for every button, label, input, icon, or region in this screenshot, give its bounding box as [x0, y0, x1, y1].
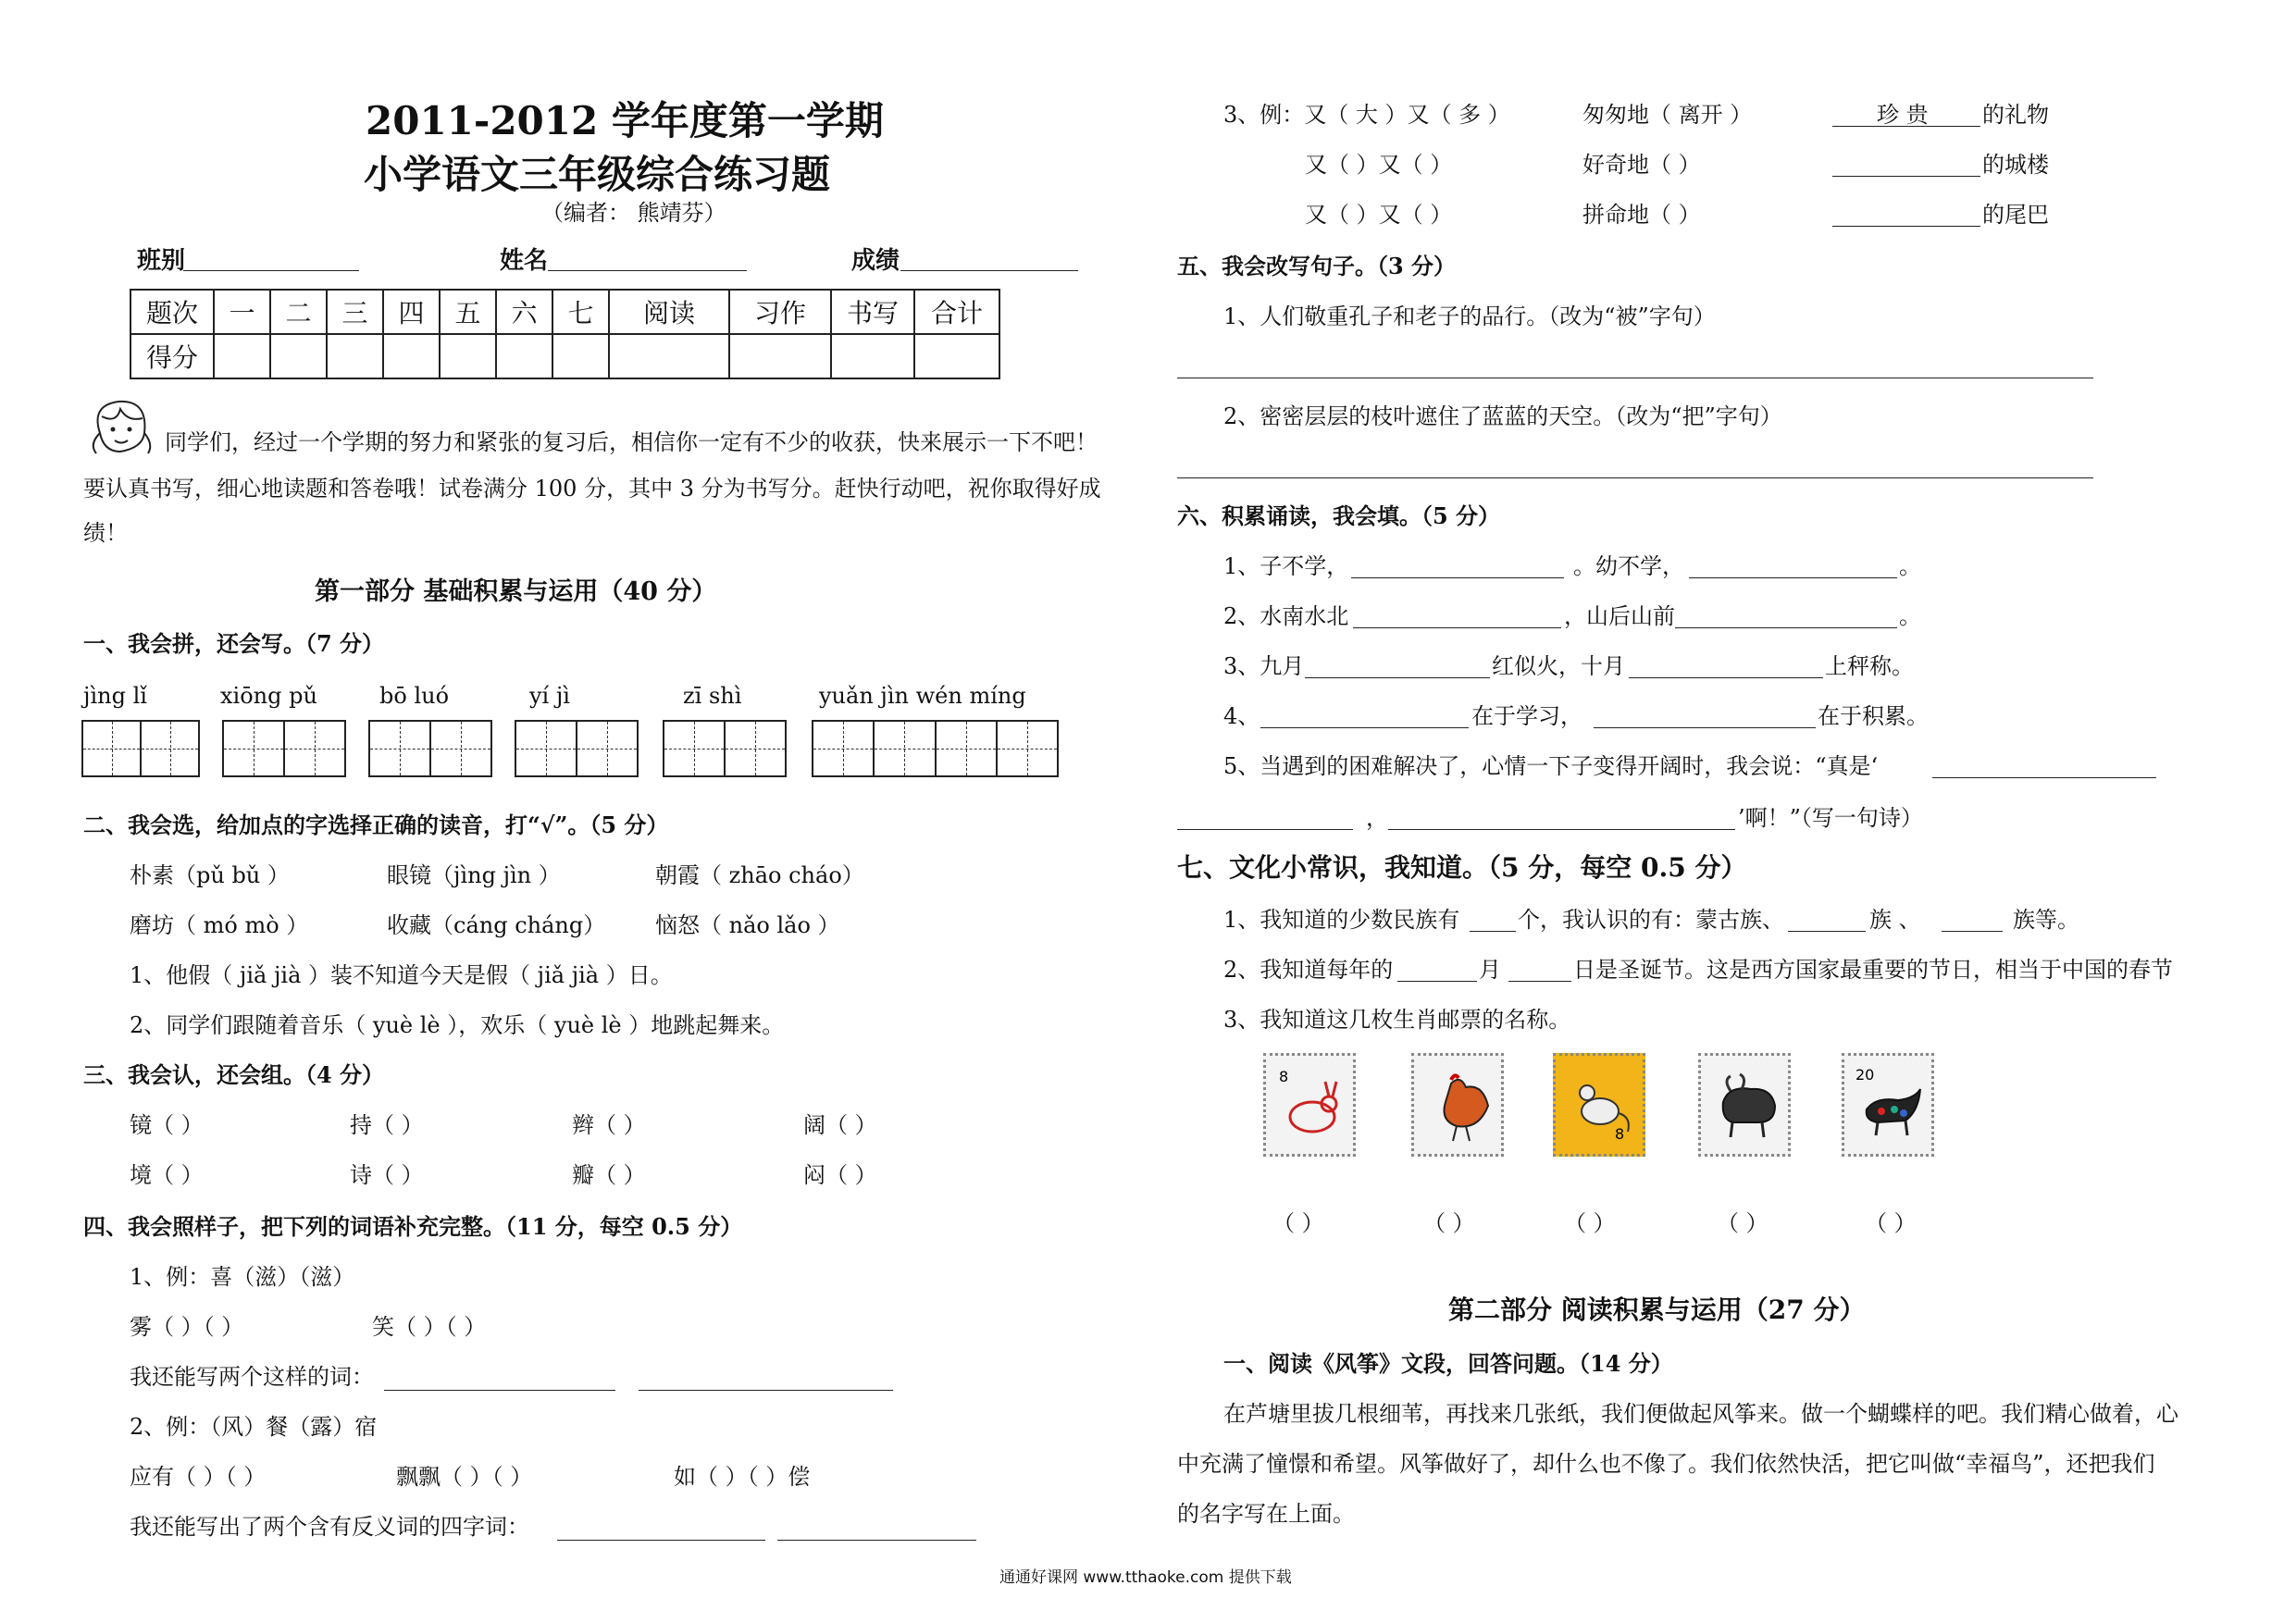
q3-item: 闷（ ） — [803, 1162, 877, 1188]
q6-text: 5、当遇到的困难解决了，心情一下子变得开阔时，我会说：“真是‘ — [1223, 753, 1879, 779]
q3-item: 诗（ ） — [350, 1162, 424, 1188]
score-header: 六 — [496, 290, 552, 334]
q5-heading: 五、我会改写句子。（3 分） — [1177, 253, 1457, 279]
pinyin-2: xiōng pǔ — [220, 683, 317, 709]
q4-3-item: 拼命地（ ） — [1582, 202, 1701, 228]
q6-text: 4、 — [1223, 703, 1260, 729]
score-header: 七 — [552, 290, 609, 334]
stamp-answer[interactable]: （ ） — [1564, 1210, 1616, 1236]
answer-line[interactable] — [1388, 829, 1735, 830]
score-cell[interactable] — [327, 334, 383, 378]
intro-line-3: 绩！ — [83, 520, 128, 546]
q4-more-1: 我还能写两个这样的词： — [130, 1364, 374, 1390]
stamp-answer[interactable]: （ ） — [1423, 1210, 1475, 1236]
score-cell[interactable] — [496, 334, 552, 378]
q4-more-2: 我还能写出了两个含有反义词的四字词： — [130, 1514, 529, 1540]
q4-example-1: 1、例：喜（滋）（滋） — [130, 1264, 355, 1290]
stamp-answer[interactable]: （ ） — [1717, 1210, 1769, 1236]
intro-line-1: 同学们，经过一个学期的努力和紧张的复习后，相信你一定有不少的收获，快来展示一下不吧！ — [165, 429, 1098, 455]
q4-3-item: 匆匆地（ 离开 ） — [1582, 102, 1753, 128]
q4-3-suffix: 的礼物 — [1982, 102, 2049, 128]
rooster-icon — [1423, 1065, 1497, 1146]
answer-line[interactable] — [1305, 677, 1490, 678]
q7-text: 1、我知道的少数民族有 — [1223, 907, 1460, 933]
q3-item: 境（ ） — [130, 1162, 204, 1188]
answer-line[interactable] — [1177, 829, 1353, 830]
q2-item: 收藏（cáng cháng） — [387, 912, 606, 938]
q7-text: 月 — [1479, 957, 1501, 983]
q2-heading: 二、我会选，给加点的字选择正确的读音，打“√”。（5 分） — [83, 812, 669, 838]
writing-grid[interactable] — [663, 720, 787, 777]
q6-heading: 六、积累诵读，我会填。（5 分） — [1177, 502, 1501, 529]
score-header: 阅读 — [609, 290, 729, 334]
pinyin-5: zī shì — [683, 683, 742, 709]
q6-text: ，山后山前 — [1564, 603, 1675, 629]
ox-stamp — [1698, 1053, 1791, 1157]
q2-item: 眼镜（jìng jìn ） — [387, 862, 561, 888]
q6-text: 在于学习， — [1471, 703, 1582, 729]
footer-note: 通通好课网 www.tthaoke.com 提供下载 — [999, 1568, 1292, 1587]
q6-text: 红似火，十月 — [1492, 653, 1625, 679]
answer-line[interactable] — [639, 1390, 893, 1391]
answer-line[interactable] — [1470, 931, 1516, 932]
reading-paragraph: 中充满了憧憬和希望。风筝做好了，却什么也不像了。我们依然快活，把它叫做“幸福鸟”，还把我们 — [1177, 1451, 2155, 1477]
stamp-answer[interactable]: （ ） — [1272, 1210, 1324, 1236]
mouse-stamp — [1553, 1053, 1645, 1157]
score-cell[interactable] — [440, 334, 496, 378]
score-cell[interactable] — [383, 334, 440, 378]
q3-heading: 三、我会认，还会组。（4 分） — [83, 1061, 385, 1088]
answer-line[interactable] — [1932, 777, 2156, 778]
q5-sentence-1: 1、人们敬重孔子和老子的品行。（改为“被”字句） — [1223, 304, 1716, 329]
answer-line[interactable] — [1788, 931, 1866, 932]
score-header: 习作 — [729, 290, 831, 334]
q4-3-item: 3、例：又（ 大 ）又（ 多 ） — [1223, 102, 1510, 128]
score-field[interactable] — [900, 270, 1078, 271]
answer-line[interactable] — [1629, 677, 1823, 678]
score-header: 一 — [214, 290, 270, 334]
score-cell[interactable] — [609, 334, 729, 378]
q3-item: 镜（ ） — [130, 1112, 204, 1138]
score-header: 五 — [440, 290, 496, 334]
answer-line[interactable] — [384, 1390, 615, 1391]
score-cell[interactable] — [270, 334, 327, 378]
score-cell[interactable] — [831, 334, 914, 378]
q6-text: 1、子不学， — [1223, 553, 1349, 579]
title-line-2: 小学语文三年级综合练习题 — [364, 152, 831, 197]
q7-text: 族 、 — [1869, 907, 1921, 933]
score-cell[interactable] — [552, 334, 609, 378]
q6-text: 2、水南水北 — [1223, 603, 1349, 629]
pinyin-1: jìng lǐ — [83, 683, 147, 709]
writing-grid[interactable] — [515, 720, 639, 777]
stamp-value: 8 — [1279, 1068, 1289, 1085]
class-field[interactable] — [183, 270, 359, 271]
answer-line[interactable] — [1397, 981, 1477, 982]
answer-line[interactable] — [1689, 577, 1897, 578]
answer-line[interactable] — [1832, 126, 1980, 127]
q4-3-item: 又（ ）又（ ） — [1305, 202, 1453, 228]
score-header: 四 — [383, 290, 440, 334]
pinyin-3: bō luó — [379, 683, 450, 709]
q6-text: 上秤称。 — [1825, 653, 1914, 679]
q2-item: 磨坊（ mó mò ） — [130, 912, 309, 938]
stamp-value: 8 — [1615, 1125, 1625, 1143]
q3-item: 持（ ） — [350, 1112, 424, 1138]
score-header: 书写 — [831, 290, 914, 334]
q5-sentence-2: 2、密密层层的枝叶遮住了蓝蓝的天空。（改为“把”字句） — [1223, 403, 1782, 429]
q4-example-2: 2、例：（风）餐（露）宿 — [130, 1414, 378, 1440]
writing-grid[interactable] — [368, 720, 492, 777]
score-header: 三 — [327, 290, 383, 334]
q3-item: 阔（ ） — [803, 1112, 877, 1138]
q2-sentence-2: 2、同学们跟随着音乐（ yuè lè ），欢乐（ yuè lè ）地跳起舞来。 — [130, 1012, 785, 1038]
score-header: 二 — [270, 290, 327, 334]
q7-text: 2、我知道每年的 — [1223, 957, 1394, 983]
stamp-answer[interactable]: （ ） — [1865, 1210, 1917, 1236]
q6-text: 在于积累。 — [1818, 703, 1929, 729]
score-header: 合计 — [914, 290, 999, 334]
answer-line[interactable] — [1177, 477, 2093, 478]
score-label: 成绩 — [851, 247, 900, 275]
reading-paragraph: 在芦塘里拔几根细苇，再找来几张纸，我们便做起风筝来。做一个蝴蝶样的吧。我们精心做着，心 — [1223, 1401, 2178, 1427]
answer-line[interactable] — [1675, 627, 1897, 628]
intro-line-2: 要认真书写，细心地读题和答卷哦！试卷满分 100 分，其中 3 分为书写分。赶快行动吧，祝你取得好成 — [83, 476, 1101, 502]
ox-icon — [1710, 1065, 1784, 1146]
score-header: 题次 — [130, 290, 214, 334]
q6-text: 。 — [1899, 553, 1921, 579]
part2-q1-heading: 一、阅读《风筝》文段，回答问题。（14 分） — [1223, 1350, 1673, 1377]
answer-line[interactable] — [1260, 727, 1469, 728]
q2-sentence-1: 1、他假（ jiǎ jià ）装不知道今天是假（ jiǎ jià ）日。 — [130, 962, 673, 988]
score-cell[interactable] — [729, 334, 831, 378]
q2-item: 朝霞（ zhāo cháo） — [655, 862, 864, 888]
score-cell[interactable] — [214, 334, 270, 378]
q6-text: 3、九月 — [1223, 653, 1305, 679]
q4-item: 如（ ）（ ）偿 — [674, 1464, 811, 1490]
q3-item: 瓣（ ） — [572, 1162, 646, 1188]
score-cell[interactable] — [914, 334, 999, 378]
score-row-label: 得分 — [130, 334, 214, 378]
q4-3-suffix: 的城楼 — [1982, 152, 2049, 178]
answer-line[interactable] — [1351, 577, 1564, 578]
answer-line[interactable] — [777, 1540, 976, 1541]
q4-3-sample: 珍 贵 — [1877, 102, 1929, 128]
mouse-icon — [1565, 1065, 1639, 1146]
q4-item: 应有（ ）（ ） — [130, 1464, 267, 1490]
q2-item: 朴素（pǔ bǔ ） — [130, 862, 290, 888]
answer-line[interactable] — [1832, 226, 1980, 227]
q4-item: 笑（ ）（ ） — [372, 1314, 487, 1340]
answer-line[interactable] — [1594, 727, 1816, 728]
pinyin-6: yuǎn jìn wén míng — [819, 683, 1026, 709]
q7-heading: 七、文化小常识，我知道。（5 分，每空 0.5 分） — [1177, 852, 1747, 883]
q4-heading: 四、我会照样子，把下列的词语补充完整。（11 分，每空 0.5 分） — [83, 1213, 743, 1240]
q4-3-item: 好奇地（ ） — [1582, 152, 1701, 178]
class-label: 班别 — [137, 247, 186, 275]
q4-3-suffix: 的尾巴 — [1982, 202, 2049, 228]
reading-paragraph: 的名字写在上面。 — [1177, 1501, 1355, 1527]
q6-text: ， — [1366, 805, 1388, 831]
q6-text: 。 — [1899, 603, 1921, 629]
answer-line[interactable] — [1832, 176, 1980, 177]
writing-grid[interactable] — [81, 720, 200, 777]
writing-grid[interactable] — [812, 720, 1059, 777]
part1-heading: 第一部分 基础积累与运用（40 分） — [315, 577, 717, 606]
name-field[interactable] — [548, 270, 747, 271]
q4-item: 飘飘（ ）（ ） — [396, 1464, 533, 1490]
q4-item: 雾（ ）（ ） — [130, 1314, 244, 1340]
rooster-stamp — [1411, 1053, 1504, 1157]
writing-grid[interactable] — [222, 720, 346, 777]
rabbit-icon — [1275, 1065, 1349, 1146]
goat-stamp — [1842, 1053, 1934, 1157]
rabbit-stamp — [1263, 1053, 1356, 1157]
q2-item: 恼怒（ nǎo lǎo ） — [655, 912, 840, 938]
editor-note: （编者： 熊靖芬） — [541, 200, 726, 226]
q3-item: 辫（ ） — [572, 1112, 646, 1138]
q7-text: 日是圣诞节。这是西方国家最重要的节日，相当于中国的春节 — [1573, 957, 2173, 983]
part2-heading: 第二部分 阅读积累与运用（27 分） — [1448, 1295, 1866, 1325]
q6-text: ’啊！”（写一句诗） — [1738, 805, 1923, 831]
q7-text: 个，我认识的有：蒙古族、 — [1518, 907, 1784, 933]
title-line-1: 2011-2012 学年度第一学期 — [366, 98, 884, 143]
answer-line[interactable] — [1942, 931, 2003, 932]
q1-heading: 一、我会拼，还会写。（7 分） — [83, 630, 385, 657]
q7-text: 3、我知道这几枚生肖邮票的名称。 — [1223, 1007, 1571, 1033]
stamp-value: 20 — [1855, 1066, 1875, 1084]
q6-text: 。幼不学， — [1573, 553, 1684, 579]
q7-text: 族等。 — [2013, 907, 2079, 933]
goat-icon — [1854, 1065, 1928, 1146]
answer-line[interactable] — [1353, 627, 1561, 628]
q4-3-item: 又（ ）又（ ） — [1305, 152, 1453, 178]
name-label: 姓名 — [500, 247, 549, 275]
score-table — [130, 289, 1000, 379]
answer-line[interactable] — [557, 1540, 765, 1541]
answer-line[interactable] — [1508, 981, 1571, 982]
girl-face-icon — [83, 396, 157, 459]
pinyin-4: yí jì — [529, 683, 570, 709]
